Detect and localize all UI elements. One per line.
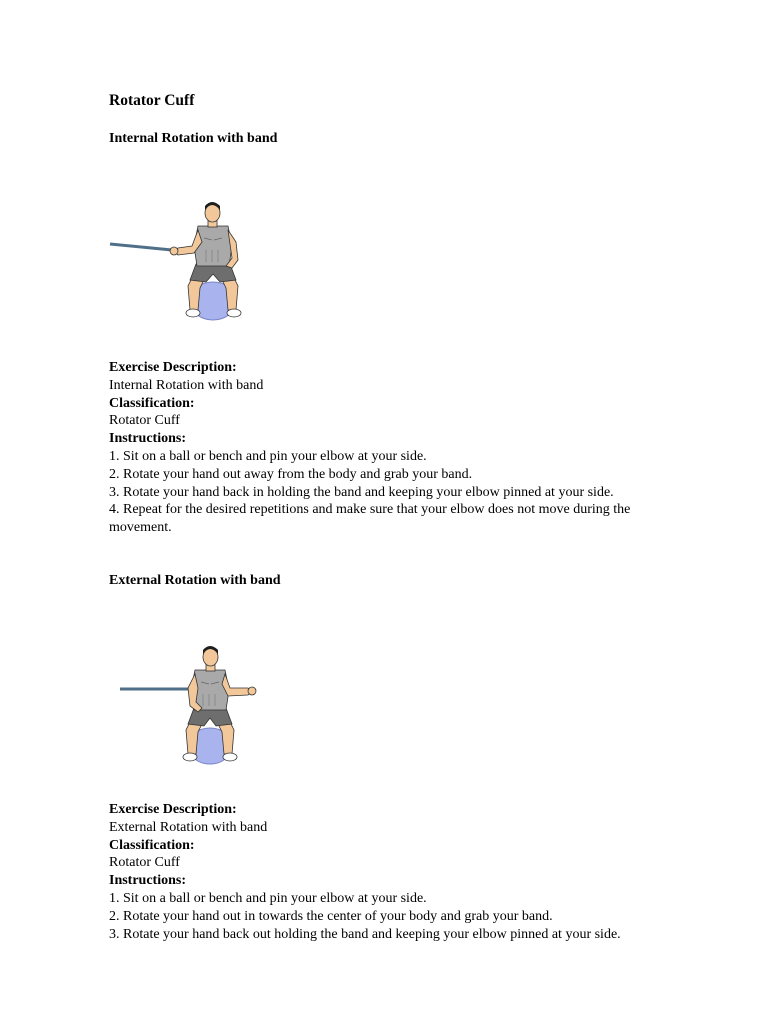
instructions-label: Instructions: (109, 873, 187, 889)
instruction-step: 4. Repeat for the desired repetitions and make sure that your elbow does not move during the movement. (109, 502, 631, 536)
exercise-details-external (109, 801, 654, 943)
instructions-list (109, 890, 654, 943)
resistance-band (110, 244, 172, 250)
classification-label: Classification: (109, 837, 195, 853)
external-rotation-illustration (118, 644, 268, 769)
page-title: Rotator Cuff (109, 92, 195, 109)
description-label: Exercise Description: (109, 360, 237, 375)
instructions-label: Instructions: (109, 431, 187, 447)
exercise-details-internal (109, 359, 654, 537)
classification-value: Rotator Cuff (109, 413, 180, 429)
instruction-step: 1. Sit on a ball or bench and pin your elbow at your side. (109, 890, 427, 906)
description-value: External Rotation with band (109, 819, 268, 835)
instructions-list (109, 448, 654, 537)
instruction-step: 3. Rotate your hand back in holding the band and keeping your elbow pinned at your side. (109, 484, 614, 500)
classification-label: Classification: (109, 395, 195, 411)
exercise-heading-internal: Internal Rotation with band (109, 131, 278, 146)
instruction-step: 2. Rotate your hand out in towards the center of your body and grab your band. (109, 908, 553, 924)
internal-rotation-illustration (108, 198, 258, 323)
description-label: Exercise Description: (109, 802, 237, 817)
exercise-heading-external: External Rotation with band (109, 573, 281, 588)
instruction-step: 3. Rotate your hand back out holding the band and keeping your elbow pinned at your side. (109, 926, 621, 942)
classification-value: Rotator Cuff (109, 855, 180, 871)
instruction-step: 1. Sit on a ball or bench and pin your elbow at your side. (109, 448, 427, 464)
description-value: Internal Rotation with band (109, 377, 264, 393)
instruction-step: 2. Rotate your hand out away from the body and grab your band. (109, 466, 473, 482)
